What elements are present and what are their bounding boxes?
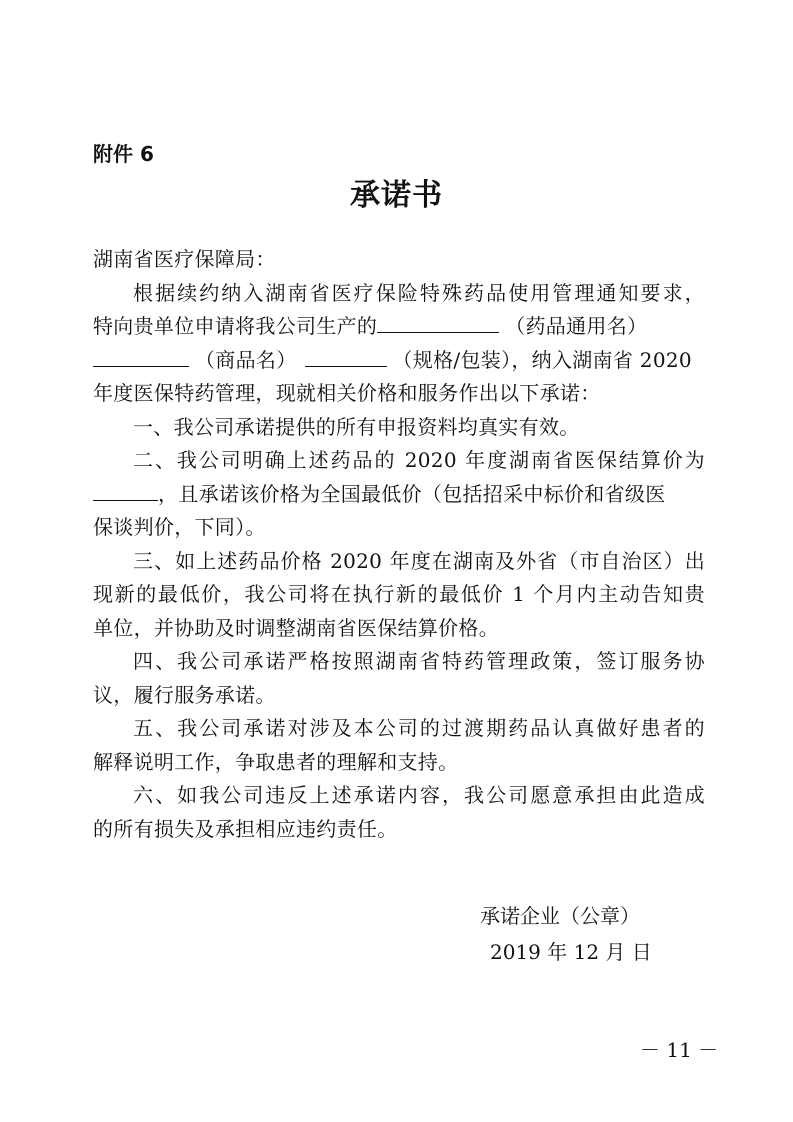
item-4-line-2: 议，履行服务承诺。 bbox=[93, 682, 276, 707]
addressee: 湖南省医疗保障局： bbox=[93, 247, 276, 271]
item-1-line-1: 一、我公司承诺提供的所有申报资料均真实有效。 bbox=[133, 414, 580, 439]
signing-company: 承诺企业（公章） bbox=[480, 904, 640, 928]
specification-blank bbox=[305, 344, 387, 367]
settlement-price-blank bbox=[93, 478, 158, 501]
item-6-line-1: 六、如我公司违反上述承诺内容，我公司愿意承担由此造成 bbox=[133, 783, 705, 807]
paragraph-1-line-1: 根据续约纳入湖南省医疗保险特殊药品使用管理通知要求， bbox=[133, 280, 705, 305]
page-number: － 11 － bbox=[640, 1038, 719, 1062]
attachment-label: 附件 6 bbox=[93, 142, 154, 166]
signature-block bbox=[480, 898, 652, 970]
generic-name-blank bbox=[377, 310, 499, 333]
paragraph-1-line-3-part-2: （规格/包装），纳入湖南省 2020 bbox=[392, 347, 692, 372]
signing-date: 2019 年 12 月 日 bbox=[490, 940, 652, 964]
paragraph-1-line-3-part-1: （商品名） bbox=[195, 347, 297, 372]
paragraph-1-line-2-suffix: （药品通用名） bbox=[505, 314, 648, 338]
item-2-line-1: 二、我公司明确上述药品的 2020 年度湖南省医保结算价为 bbox=[133, 448, 705, 472]
paragraph-1-line-3 bbox=[93, 344, 705, 378]
item-3-line-3: 单位，并协助及时调整湖南省医保结算价格。 bbox=[93, 615, 499, 640]
item-6-line-2: 的所有损失及承担相应违约责任。 bbox=[93, 816, 398, 841]
item-5-line-2: 解释说明工作，争取患者的理解和支持。 bbox=[93, 749, 459, 774]
document-body bbox=[93, 243, 705, 846]
document-title: 承诺书 bbox=[350, 178, 443, 213]
item-2-line-3: 保谈判价，下同）。 bbox=[93, 515, 266, 539]
item-5-line-1: 五、我公司承诺对涉及本公司的过渡期药品认真做好患者的 bbox=[133, 716, 705, 740]
item-2-line-2-suffix: ，且承诺该价格为全国最低价（包括招采中标价和省级医 bbox=[158, 481, 666, 506]
paragraph-1-line-2 bbox=[93, 310, 705, 344]
item-4-line-1: 四、我公司承诺严格按照湖南省特药管理政策，签订服务协 bbox=[133, 649, 705, 673]
item-3-line-2: 现新的最低价，我公司将在执行新的最低价 1 个月内主动告知贵 bbox=[93, 582, 705, 606]
item-2-line-2 bbox=[93, 478, 705, 512]
paragraph-1-line-2-prefix: 特向贵单位申请将我公司生产的 bbox=[93, 314, 378, 338]
item-3-line-1: 三、如上述药品价格 2020 年度在湖南及外省（市自治区）出 bbox=[133, 548, 705, 573]
paragraph-1-line-4: 年度医保特药管理，现就相关价格和服务作出以下承诺： bbox=[93, 381, 601, 405]
brand-name-blank bbox=[93, 344, 189, 367]
